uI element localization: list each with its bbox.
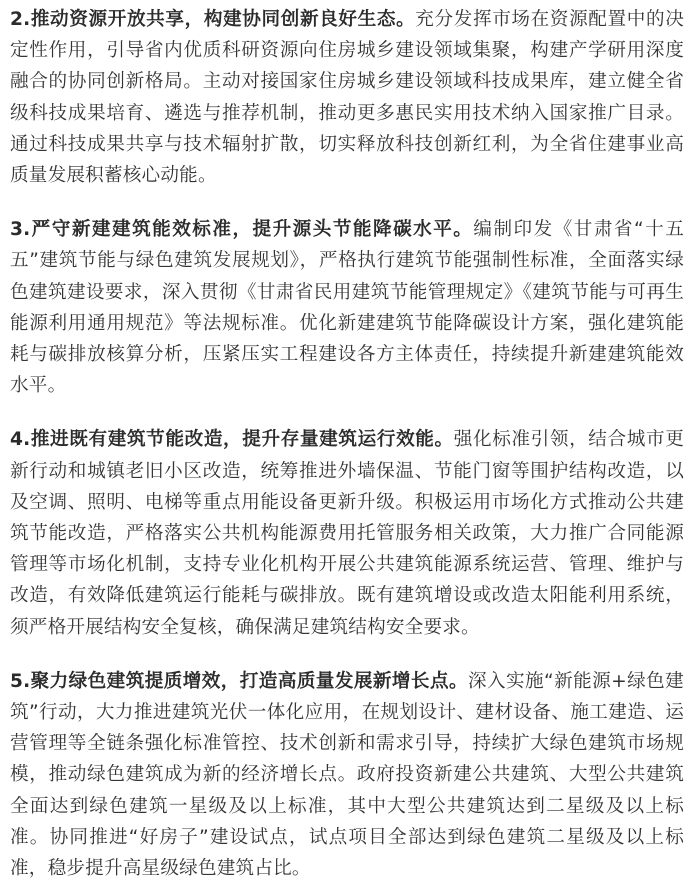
paragraph-text: 充分发挥市场在资源配置中的决定性作用，引导省内优质科研资源向住房城乡建设领域集聚，构建产学研用深度融合的协同创新格局。主动对接国家住房城乡建设领域科技成果库，建立健全省级科技成果培育、遴选与推荐机制，推动更多惠民实用技术纳入国家推广目录。通过科技成果共享与技术辐射扩散，切实释放科技创新红利，为全省住建事业高质量发展积蓄核心动能。 xyxy=(10,9,684,187)
paragraph-heading: 4.推进既有建筑节能改造，提升存量建筑运行效能。 xyxy=(10,429,454,451)
paragraph-green-building xyxy=(10,666,684,884)
paragraph-heading: 5.聚力绿色建筑提质增效，打造高质量发展新增长点。 xyxy=(10,670,468,692)
paragraph-existing-building-retrofit xyxy=(10,424,684,642)
paragraph-text: 强化标准引领，结合城市更新行动和城镇老旧小区改造，统筹推进外墙保温、节能门窗等围护结构改造，以及空调、照明、电梯等重点用能设备更新升级。积极运用市场化方式推动公共建筑节能改造，严格落实公共机构能源费用托管服务相关政策，大力推广合同能源管理等市场化机制，支持专业化机构开展公共建筑能源系统运营、管理、维护与改造，有效降低建筑运行能耗与碳排放。既有建筑增设或改造太阳能利用系统，须严格开展结构安全复核，确保满足建筑结构安全要求。 xyxy=(10,429,684,638)
paragraph-heading: 3.严守新建建筑能效标准，提升源头节能降碳水平。 xyxy=(10,219,474,241)
paragraph-text: 深入实施“新能源+绿色建筑”行动，大力推进建筑光伏一体化应用，在规划设计、建材设备、施工建造、运营管理等全链条强化标准管控、技术创新和需求引导，持续扩大绿色建筑市场规模，推动绿色建筑成为新的经济增长点。政府投资新建公共建筑、大型公共建筑全面达到绿色建筑一星级及以上标准，其中大型公共建筑达到二星级及以上标准。协同推进“好房子”建设试点，试点项目全部达到绿色建筑二星级及以上标准，稳步提升高星级绿色建筑占比。 xyxy=(10,670,684,880)
paragraph-new-building-standards xyxy=(10,214,684,401)
paragraph-resource-sharing xyxy=(10,4,684,191)
paragraph-text: 编制印发《甘肃省“十五五”建筑节能与绿色建筑发展规划》，严格执行建筑节能强制性标准，全面落实绿色建筑建设要求，深入贯彻《甘肃省民用建筑节能管理规定》《建筑节能与可再生能源利用通用规范》等法规标准。优化新建建筑节能降碳设计方案，强化建筑能耗与碳排放核算分析，压紧压实工程建设各方主体责任，持续提升新建建筑能效水平。 xyxy=(10,219,684,397)
paragraph-heading: 2.推动资源开放共享，构建协同创新良好生态。 xyxy=(10,9,416,30)
